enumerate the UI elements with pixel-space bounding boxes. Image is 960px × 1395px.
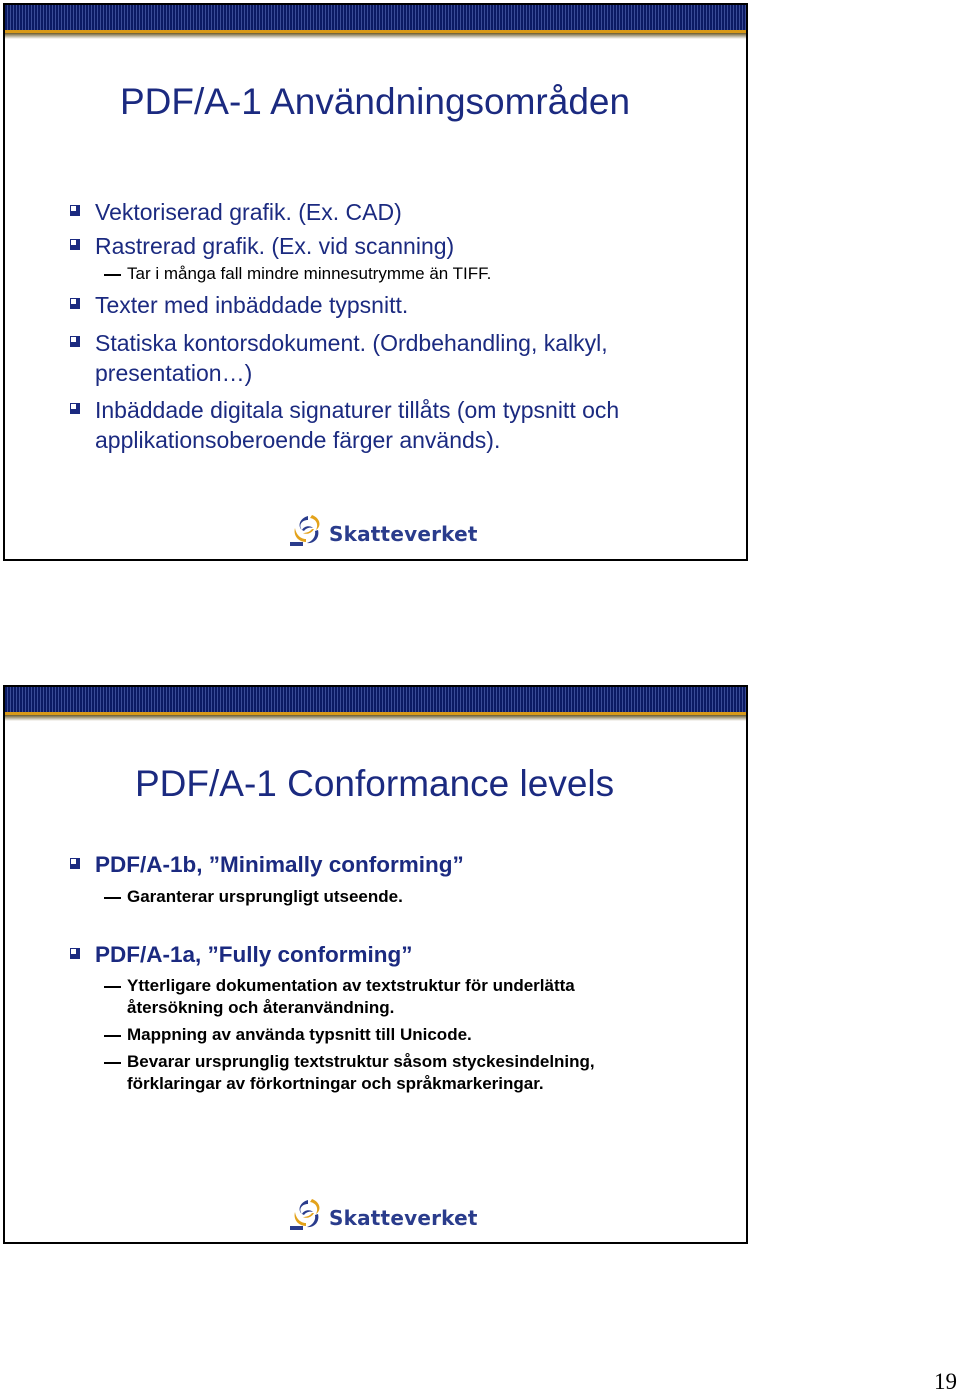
dash-bullet-icon	[104, 1035, 121, 1037]
square-bullet-icon	[70, 403, 80, 414]
square-bullet-icon	[70, 298, 80, 309]
bullet-item: Statiska kontorsdokument. (Ordbehandling, kalkyl, presentation…)	[95, 328, 635, 388]
square-bullet-icon	[70, 336, 80, 347]
slide-title: PDF/A-1 Conformance levels	[135, 763, 615, 804]
dash-bullet-icon	[104, 897, 121, 899]
sub-item: Mappning av använda typsnitt till Unicode.	[127, 1024, 707, 1046]
sub-item: Bevarar ursprunglig textstruktur såsom styckesindelning, förklaringar av förkortningar och språkmarkeringar.	[127, 1051, 667, 1095]
bullet-item: PDF/A-1a, ”Fully conforming”	[95, 940, 715, 970]
slide-1	[3, 3, 748, 561]
square-bullet-icon	[70, 239, 80, 250]
dash-bullet-icon	[104, 274, 121, 276]
slide-title: PDF/A-1 Användningsområden	[120, 81, 631, 122]
sub-item: Garanterar ursprungligt utseende.	[127, 886, 707, 908]
slide-2	[3, 685, 748, 1244]
bullet-item: Inbäddade digitala signaturer tillåts (om typsnitt och applikationsoberoende färger används).	[95, 395, 685, 455]
square-bullet-icon	[70, 205, 80, 216]
logo-wordmark: Skatteverket	[329, 1206, 478, 1230]
skatteverket-logo	[290, 1194, 480, 1234]
slide-header-bar	[5, 687, 746, 712]
page-number: 19	[934, 1369, 957, 1394]
skatteverket-logo-icon	[290, 512, 326, 548]
sub-item: Ytterligare dokumentation av textstruktur för underlätta återsökning och återanvändning.	[127, 975, 647, 1019]
dash-bullet-icon	[104, 986, 121, 988]
logo-wordmark: Skatteverket	[329, 522, 478, 546]
dash-bullet-icon	[104, 1062, 121, 1064]
square-bullet-icon	[70, 948, 80, 959]
slide-header-bar	[5, 5, 746, 30]
square-bullet-icon	[70, 858, 80, 869]
skatteverket-logo	[290, 510, 480, 550]
bullet-item: PDF/A-1b, ”Minimally conforming”	[95, 850, 715, 880]
bullet-item: Texter med inbäddade typsnitt.	[95, 290, 715, 320]
bullet-item: Vektoriserad grafik. (Ex. CAD)	[95, 197, 715, 227]
bullet-item: Rastrerad grafik. (Ex. vid scanning)	[95, 231, 715, 261]
sub-item: Tar i många fall mindre minnesutrymme än TIFF.	[127, 263, 707, 285]
skatteverket-logo-icon	[290, 1196, 326, 1232]
